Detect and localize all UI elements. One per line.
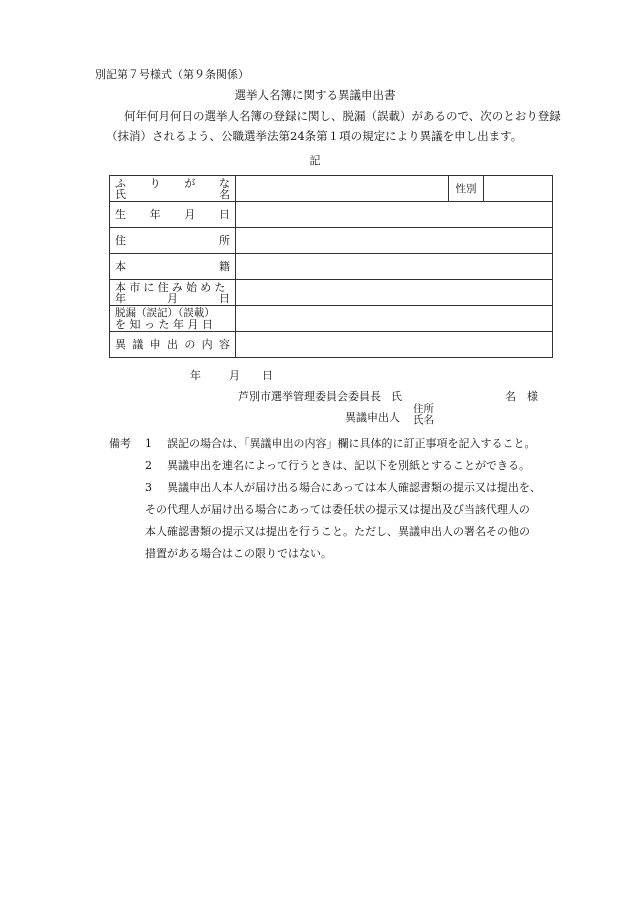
note-item: 備考 1 誤記の場合は、「異議申出の内容」欄に具体的に訂正事項を記入すること。 [109,433,564,455]
sex-label: 性別 [449,176,484,202]
submission-date: 年 月 日 [190,369,273,382]
note-item: 3 異議申出人本人が届け出る場合にあっては本人確認書類の提示又は提出を、 [145,481,541,494]
residence-start-field[interactable] [236,280,553,306]
applicant-name-label: 氏名 [413,414,434,426]
residence-start-label: 本市に住み始めた 年 月 日 [110,280,236,306]
form-number: 別記第７号様式（第９条関係） [95,68,249,81]
note-continuation: 措置がある場合はこの限りではない。 [145,547,332,560]
note-continuation: 本人確認書類の提示又は提出を行うこと。ただし、異議申出人の署名その他の [145,525,530,538]
addressee-shi: 氏 [391,390,402,403]
birthdate-field[interactable] [236,202,553,228]
note-item: 2 異議申出を連名によって行うときは、記以下を別紙とすることができる。 [145,459,530,472]
addressee-name-sama: 名 様 [505,390,538,403]
paragraph-line-1: 何年何月何日の選挙人名簿の登録に関し、脱漏（誤載）があるので、次のとおり登録 [124,109,561,123]
applicant-address-name-stack [413,404,434,426]
addressee-line [238,388,538,404]
note-continuation: その代理人が届け出る場合にあっては委任状の提示又は提出及び当該代理人の [145,503,530,516]
paragraph-line-2: （抹消）されるよう、公職選挙法第24条第１項の規定により異議を申し出ます。 [106,129,523,143]
notes-section [109,433,564,565]
honseki-field[interactable] [236,254,553,280]
document-title: 選挙人名簿に関する異議申出書 [234,88,396,102]
ki-heading: 記 [309,154,321,167]
omission-date-label: 脱漏（誤記）（誤載） を知った年月日 [110,306,236,332]
birthdate-label: 生 年 月 日 [110,202,236,228]
addressee-title: 芦別市選挙管理委員会委員長 [238,390,381,403]
request-paragraph [106,106,562,146]
applicant-address-label: 住所 [413,403,434,415]
omission-date-field[interactable] [236,306,553,332]
sex-field[interactable] [484,176,553,202]
notes-heading: 備考 [109,437,131,450]
name-field[interactable] [236,176,449,202]
address-label: 住 所 [110,228,236,254]
furigana-name-label: ふ り が な 氏 名 [110,176,236,202]
applicant-label: 異議申出人 [345,411,400,424]
objection-content-field[interactable] [236,332,553,358]
honseki-label: 本 籍 [110,254,236,280]
objection-content-label: 異 議 申 出 の 内 容 [110,332,236,358]
address-field[interactable] [236,228,553,254]
applicant-info-table [109,175,553,358]
